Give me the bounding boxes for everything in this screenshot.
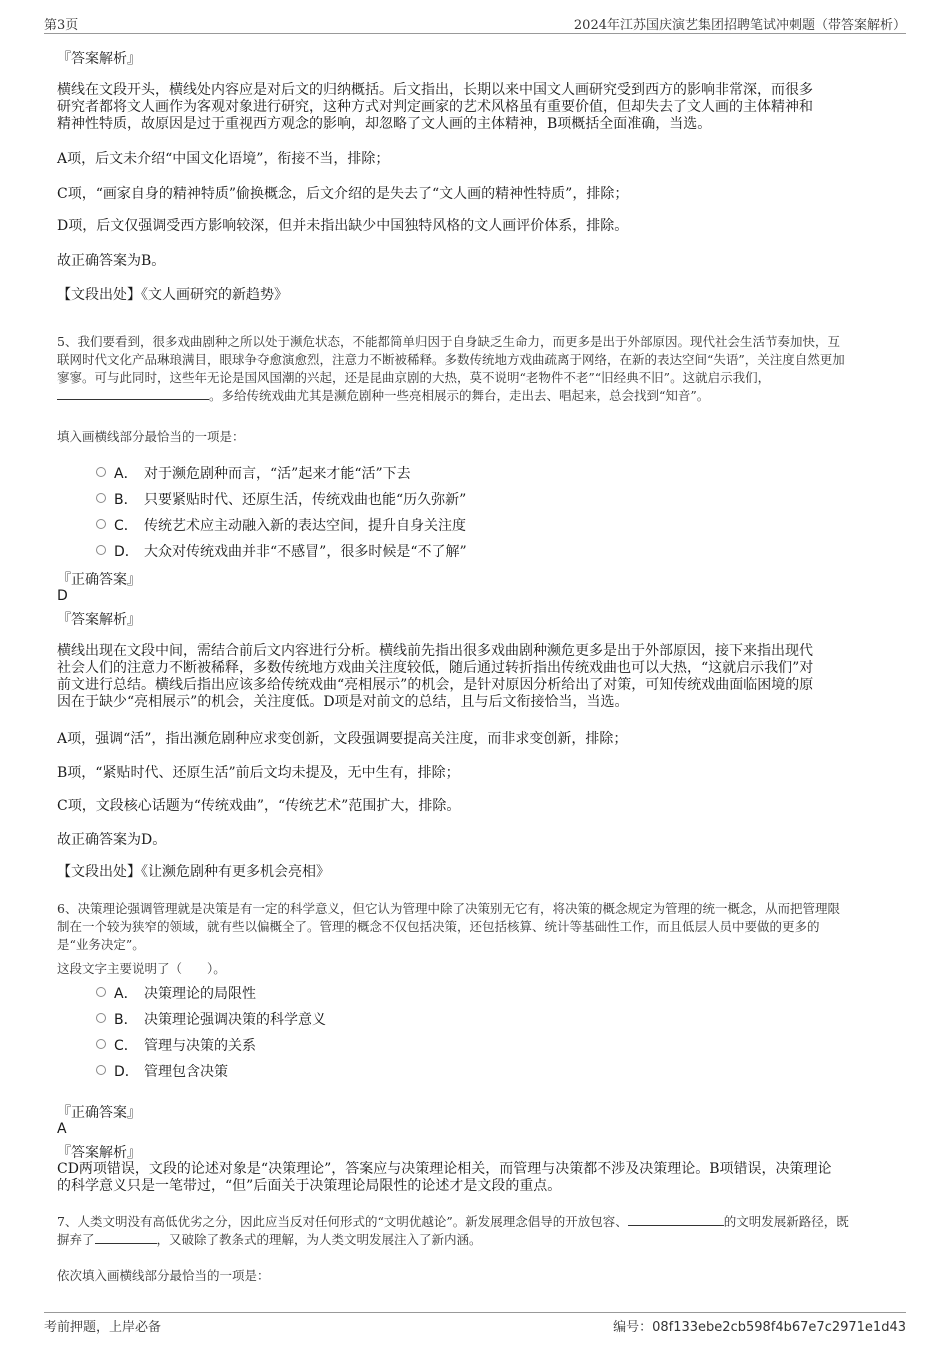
radio-button[interactable] bbox=[96, 987, 106, 997]
q5-item-b: B项，“紧贴时代、还原生活”前后文均未提及，无中生有，排除； bbox=[57, 765, 460, 781]
q6-answer-label: 『正确答案』 bbox=[57, 1105, 141, 1121]
q4-analysis-line: 横线在文段开头，横线处内容应是对后文的归纳概括。后文指出，长期以来中国文人画研究受到西方的影响非常深，而很多 bbox=[57, 82, 813, 98]
q5-analysis-line: 前文进行总结。横线后指出应该多给传统戏曲“亮相展示”的机会，是针对原因分析给出了对策，可知传统戏曲面临困境的原 bbox=[57, 677, 814, 693]
document-code-value: 08f133ebe2cb598f4b67e7c2971e1d43 bbox=[652, 1320, 906, 1335]
q5-analysis-line: 社会人们的注意力不断被稀释，多数传统地方戏曲关注度较低，随后通过转折指出传统戏曲也可以大热，“这就启示我们”对 bbox=[57, 660, 814, 676]
q4-item-c: C项，“画家自身的精神特质”偷换概念，后文介绍的是失去了“文人画的精神性特质”，排除； bbox=[57, 186, 629, 202]
q5-conclusion: 故正确答案为D。 bbox=[57, 832, 167, 848]
q4-analysis bbox=[57, 82, 899, 133]
radio-button[interactable] bbox=[96, 519, 106, 529]
q6-prompt: 这段文字主要说明了（ ）。 bbox=[57, 961, 226, 976]
document-code bbox=[613, 1316, 906, 1335]
q5-prompt: 填入画横线部分最恰当的一项是： bbox=[57, 429, 245, 444]
page-number: 第3页 bbox=[44, 18, 79, 33]
q5-stem-line: 5、我们要看到，很多戏曲剧种之所以处于濒危状态，不能都简单归因于自身缺乏生命力，而更多是出于外部原因。现代社会生活节奏加快，互 bbox=[57, 334, 840, 349]
q6-analysis-line: 的科学意义只是一笔带过，“但”后面关于决策理论局限性的论述才是文段的重点。 bbox=[57, 1178, 562, 1194]
q7-stem bbox=[57, 1213, 905, 1249]
q6-stem-line: 制在一个较为狭窄的领域，就有些以偏概全了。管理的概念不仅包括决策，还包括核算、统计等基础性工作，而且低层人员中要做的更多的 bbox=[57, 919, 820, 934]
q6-stem-line: 是“业务决定”。 bbox=[57, 937, 145, 952]
q5-analysis-line: 横线出现在文段中间，需结合前后文内容进行分析。横线前先指出很多戏曲剧种濒危更多是出于外部原因，接下来指出现代 bbox=[57, 643, 813, 659]
q5-item-c: C项，文段核心话题为“传统戏曲”，“传统艺术”范围扩大，排除。 bbox=[57, 798, 461, 814]
q4-source: 【文段出处】《文人画研究的新趋势》 bbox=[57, 287, 288, 303]
q5-answer-label: 『正确答案』 bbox=[57, 572, 141, 588]
q6-answer: A bbox=[57, 1121, 67, 1137]
q6-analysis bbox=[57, 1161, 899, 1195]
q4-item-a: A项，后文未介绍“中国文化语境”，衔接不当，排除； bbox=[57, 151, 390, 167]
q5-stem-line: 寥寥。可与此同时，这些年无论是国风国潮的兴起，还是昆曲京剧的大热，莫不说明“老物件不老”“旧经典不旧”。这就启示我们， bbox=[57, 370, 771, 385]
q6-stem bbox=[57, 900, 905, 954]
radio-button[interactable] bbox=[96, 1039, 106, 1049]
document-code-label: 编号： bbox=[613, 1320, 653, 1335]
radio-button[interactable] bbox=[96, 493, 106, 503]
answer-blank bbox=[628, 1213, 724, 1226]
q5-analysis-label: 『答案解析』 bbox=[57, 612, 141, 628]
q5-stem-line-last bbox=[57, 387, 905, 405]
answer-blank bbox=[95, 1231, 157, 1244]
radio-button[interactable] bbox=[96, 1013, 106, 1023]
q4-item-d: D项，后文仅强调受西方影响较深，但并未指出缺少中国独特风格的文人画评价体系，排除。 bbox=[57, 218, 629, 234]
q5-source: 【文段出处】《让濒危剧种有更多机会亮相》 bbox=[57, 864, 330, 880]
q7-prompt: 依次填入画横线部分最恰当的一项是： bbox=[57, 1268, 270, 1283]
footer-slogan: 考前押题，上岸必备 bbox=[44, 1320, 162, 1335]
q5-answer: D bbox=[57, 588, 68, 604]
q5-analysis bbox=[57, 643, 899, 711]
footer-divider bbox=[44, 1312, 906, 1313]
q7-stem-line: 7、人类文明没有高低优劣之分，因此应当反对任何形式的“文明优越论”。新发展理念倡导的开放包容、 的文明发展新路径，既 bbox=[57, 1214, 849, 1229]
q4-analysis-label: 『答案解析』 bbox=[57, 51, 141, 67]
q5-analysis-line: 因在于缺少“亮相展示”的机会，关注度低。D项是对前文的总结，且与后文衔接恰当，当选。 bbox=[57, 694, 629, 710]
radio-button[interactable] bbox=[96, 1065, 106, 1075]
q6-stem-line: 6、决策理论强调管理就是决策是有一定的科学意义，但它认为管理中除了决策别无它有，将决策的概念规定为管理的统一概念，从而把管理限 bbox=[57, 901, 840, 916]
q5-stem-line: 联网时代文化产品琳琅满目，眼球争夺愈演愈烈，注意力不断被稀释。多数传统地方戏曲疏离于网络，在新的表达空间“失语”，关注度自然更加 bbox=[57, 352, 845, 367]
q6-analysis-label: 『答案解析』 bbox=[57, 1145, 141, 1161]
q6-analysis-line: CD两项错误，文段的论述对象是“决策理论”，答案应与决策理论相关，而管理与决策都不涉及决策理论。B项错误，决策理论 bbox=[57, 1161, 832, 1177]
answer-blank bbox=[57, 387, 209, 400]
document-title: 2024年江苏国庆演艺集团招聘笔试冲刺题（带答案解析） bbox=[573, 18, 906, 33]
q4-conclusion: 故正确答案为B。 bbox=[57, 253, 166, 269]
q4-analysis-line: 精神性特质，故原因是过于重视西方观念的影响，却忽略了文人画的主体精神，B项概括全面准确，当选。 bbox=[57, 116, 712, 132]
radio-button[interactable] bbox=[96, 467, 106, 477]
q7-stem-line: 摒弃了 ，又破除了教条式的理解，为人类文明发展注入了新内涵。 bbox=[57, 1232, 482, 1247]
q4-analysis-line: 研究者都将文人画作为客观对象进行研究，这种方式对判定画家的艺术风格虽有重要价值，但却失去了文人画的主体精神和 bbox=[57, 99, 813, 115]
radio-button[interactable] bbox=[96, 545, 106, 555]
q5-item-a: A项，强调“活”，指出濒危剧种应求变创新，文段强调要提高关注度，而非求变创新，排除； bbox=[57, 731, 628, 747]
q5-stem bbox=[57, 333, 905, 405]
q5-stem-tail: 。多给传统戏曲尤其是濒危剧种一些亮相展示的舞台，走出去、唱起来，总会找到“知音”。 bbox=[209, 388, 710, 403]
header-divider bbox=[44, 33, 906, 34]
